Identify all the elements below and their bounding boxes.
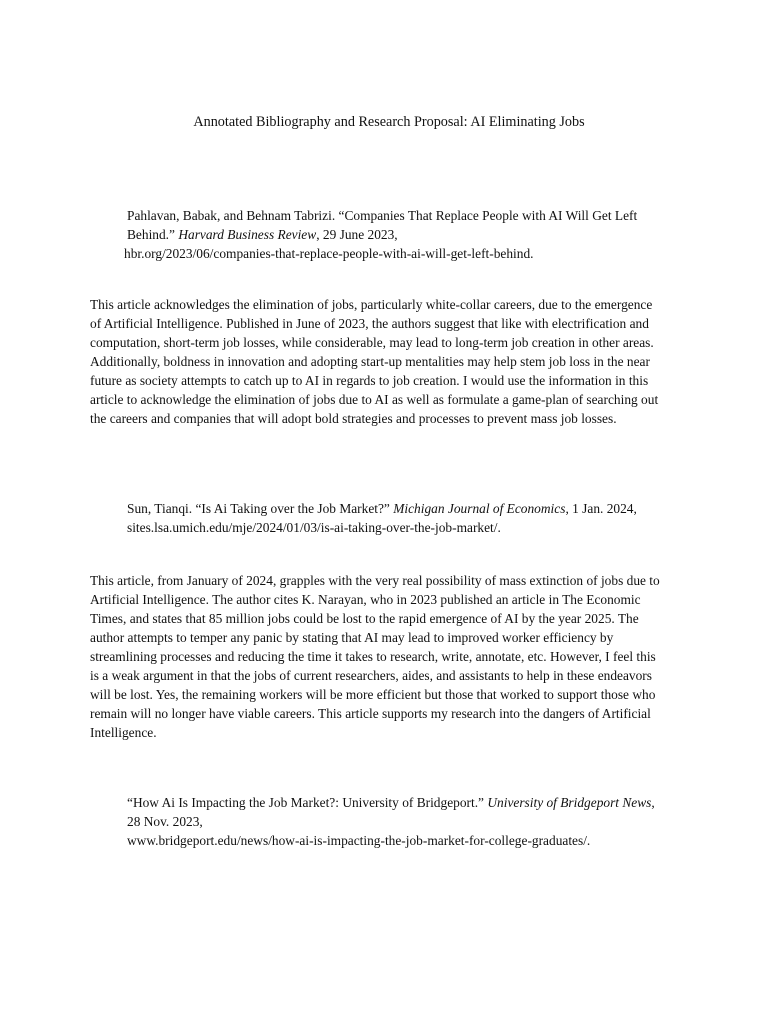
- annotation-line: of Artificial Intelligence. Published in June of 2023, the authors suggest that like with electrification and: [90, 316, 649, 331]
- citation-url: www.bridgeport.edu/news/how-ai-is-impacting-the-job-market-for-college-graduates/.: [127, 833, 591, 848]
- citation-url: sites.lsa.umich.edu/mje/2024/01/03/is-ai-taking-over-the-job-market/.: [127, 520, 501, 535]
- page-title: Annotated Bibliography and Research Proposal: AI Eliminating Jobs: [193, 114, 585, 130]
- citation-line: “How Ai Is Impacting the Job Market?: University of Bridgeport.” University of Bridgeport News,: [127, 795, 655, 810]
- annotation-line: Additionally, boldness in innovation and adopting start-up mentalities may help stem job loss in the near: [90, 354, 650, 369]
- annotation-line: Artificial Intelligence. The author cites K. Narayan, who in 2023 published an article in The Economic: [90, 592, 641, 607]
- citation-line: 28 Nov. 2023,: [127, 814, 203, 829]
- citation-2: [124, 499, 687, 537]
- annotation-1: [90, 295, 682, 428]
- citation-line: Sun, Tianqi. “Is Ai Taking over the Job Market?” Michigan Journal of Economics, 1 Jan. 2024,: [127, 501, 637, 516]
- citation-1: [124, 206, 687, 263]
- annotation-line: author attempts to temper any panic by stating that AI may lead to improved worker efficiency by: [90, 630, 614, 645]
- annotation-line: This article, from January of 2024, grapples with the very real possibility of mass extinction of jobs due to: [90, 573, 660, 588]
- annotation-line: article to acknowledge the elimination of jobs due to AI as well as formulate a game-plan of searching out: [90, 392, 659, 407]
- annotation-line: remain will no longer have viable careers. This article supports my research into the dangers of Artificial: [90, 706, 651, 721]
- annotation-line: the careers and companies that will adopt bold strategies and processes to prevent mass job losses.: [90, 411, 617, 426]
- annotation-line: streamlining processes and reducing the time it takes to research, write, annotate, etc. However, I feel this: [90, 649, 656, 664]
- annotation-line: Times, and states that 85 million jobs could be lost to the rapid emergence of AI by the year 2025. The: [90, 611, 639, 626]
- annotation-2: [90, 571, 682, 742]
- annotation-line: Intelligence.: [90, 725, 157, 740]
- annotation-line: will be lost. Yes, the remaining workers will be more efficient but those that worked to support those who: [90, 687, 656, 702]
- annotation-line: future as society attempts to catch up to AI in regards to job creation. I would use the information in this: [90, 373, 649, 388]
- annotation-line: computation, short-term job losses, while considerable, may lead to long-term job creation in other areas.: [90, 335, 654, 350]
- citation-line: Behind.” Harvard Business Review, 29 June 2023,: [127, 227, 398, 242]
- citation-url: hbr.org/2023/06/companies-that-replace-people-with-ai-will-get-left-behind.: [124, 246, 534, 261]
- annotation-line: This article acknowledges the elimination of jobs, particularly white-collar careers, due to the emergence: [90, 297, 653, 312]
- annotation-line: is a weak argument in that the jobs of current researchers, aides, and assistants to help in these endeavors: [90, 668, 652, 683]
- journal-title: Michigan Journal of Economics: [393, 501, 566, 516]
- journal-title: University of Bridgeport News: [487, 795, 652, 810]
- citation-line: Pahlavan, Babak, and Behnam Tabrizi. “Companies That Replace People with AI Will Get Left: [127, 208, 638, 223]
- citation-3: [124, 793, 687, 850]
- journal-title: Harvard Business Review: [178, 227, 317, 242]
